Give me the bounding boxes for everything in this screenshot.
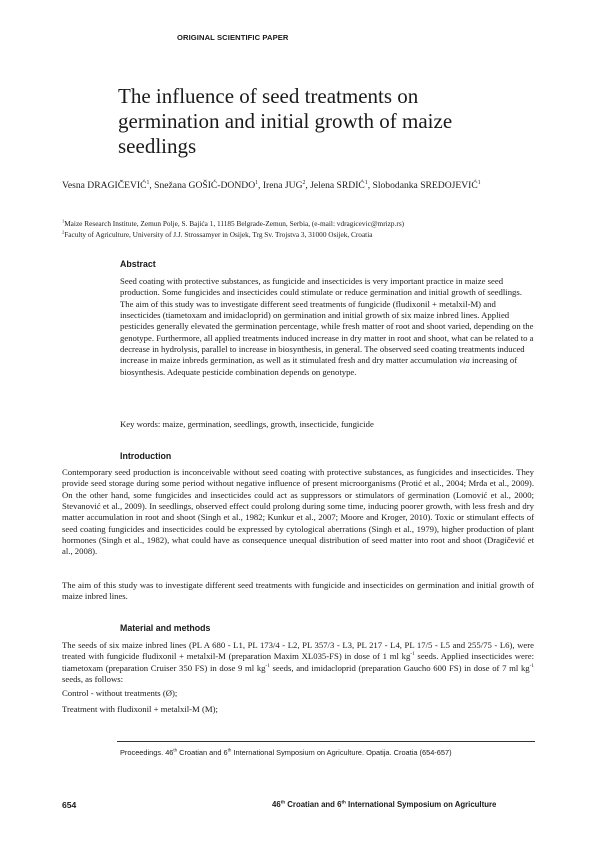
methods-text-part: seeds. Applied insecticides were: tiametoxam (preparation Cruiser 350 FS) in dose 9 ml kg (62, 651, 534, 673)
affiliation-text: Faculty of Agriculture, University of J.J. Strossamyer in Osijek, Trg Sv. Trojstva 3, 31000 Osijek, Croatia (64, 230, 373, 239)
abstract-heading: Abstract (120, 259, 156, 269)
methods-paragraph (62, 640, 534, 685)
introduction-heading: Introduction (120, 451, 172, 461)
author-name: , Irena JUG (258, 180, 303, 191)
affiliation-marker: 2 (62, 229, 65, 235)
ordinal-suffix: th (227, 747, 232, 753)
abstract-text (120, 276, 535, 378)
author-name: , Snežana GOŠIĆ-DONDO (149, 180, 256, 191)
unit-exponent: -1 (529, 662, 534, 669)
affiliation-marker: 1 (477, 179, 481, 186)
running-footer (272, 800, 496, 809)
ordinal-suffix: th (173, 747, 178, 753)
treatment-line: Control - without treatments (Ø); (62, 688, 178, 698)
citation-part: International Symposium on Agriculture. Opatija. Croatia (654-657) (231, 748, 452, 757)
ordinal-suffix: th (341, 799, 346, 805)
methods-text-part: seeds, as follows: (62, 674, 124, 685)
title-line: The influence of seed treatments on (118, 84, 419, 108)
abstract-text-part: increasing of biosynthesis. Adequate pesticide combination depends on genotype. (120, 355, 518, 377)
affiliation-marker: 2 (302, 179, 306, 186)
abstract-italic-word: via (459, 355, 470, 366)
affiliation-line (62, 229, 532, 240)
paper-title (118, 84, 518, 159)
keywords: Key words: maize, germination, seedlings, growth, insecticide, fungicide (120, 419, 374, 429)
citation-part: Croatian and 6 (177, 748, 228, 757)
footer-part: International Symposium on Agriculture (345, 800, 497, 809)
footer-part: Croatian and 6 (285, 800, 342, 809)
title-line: germination and initial growth of maize (118, 109, 453, 133)
affiliation-line (62, 218, 532, 229)
methods-text-part: seeds, and imidacloprid (preparation Gaucho 600 FS) in dose of 7 ml kg (269, 662, 530, 673)
affiliation-marker: 1 (364, 179, 368, 186)
footer-part: 46 (272, 800, 281, 809)
abstract-text-part: Seed coating with protective substances, as fungicide and insecticides is very important practice in maize seed production. Some fungicides and insecticides could stimulate or reduce germination and initial growth of seedlings. The aim of this study was to investigate different seed treatments of fungicide (fludixonil + metalxil-M) and insecticides (tiametoxam and imidacloprid) on germination and initial growth of six maize inbred lines. Applied pesticides generally elevated the germination percentage, while fresh matter of root and shoot varied, depending on the genotype. Furthermore, all applied treatments induced increase in dry matter in root and shoot, what can be related to a decrease in hydrolysis, parallel to increase in biosynthesis, in general. The observed seed coating treatments induced increase in maize inbreds germination, as well as it stimulated fresh and dry matter accumulation (120, 276, 534, 366)
author-name: , Slobodanka SREDOJEVIĆ (367, 180, 478, 191)
proceedings-citation (120, 748, 452, 757)
introduction-paragraph: Contemporary seed production is inconceivable without seed coating with protective substances, as fungicides and insecticides. They provide seed storage during some period without negative influence of present microorganisms (Protić et al., 2004; Mrđa et al., 2009). On the other hand, some fungicides and insecticides could act as suppressors or stimulators of germination (Lomović et al., 2000; Stevanović et al., 2009). In seedlings, observed effect could prolong during some time, inducing poorer growth, with less fresh and dry matter accumulation in root and shoot (Singh et al., 1982; Kunkur et al., 2007; Moore and Kroger, 2010). Toxic or stimulant effects of seed coating fungicides and insecticides could be expressed by cytological aberrations (Singh et al., 1979), higher production of plant hormones (Singh et al., 1982), what could have as consequence unequal distribution of seed matter into root and shoot (Dragičević et al., 2008). (62, 467, 534, 557)
footer-divider (117, 741, 535, 742)
title-line: seedlings (118, 134, 197, 158)
treatment-line: Treatment with fludixonil + metalxil-M (M); (62, 704, 218, 714)
author-name: , Jelena SRDIĆ (305, 180, 365, 191)
article-type-label: ORIGINAL SCIENTIFIC PAPER (177, 33, 289, 42)
citation-part: Proceedings. 46 (120, 748, 174, 757)
unit-exponent: -1 (265, 662, 270, 669)
affiliation-marker: 1 (255, 179, 259, 186)
ordinal-suffix: th (280, 799, 286, 805)
affiliations (62, 218, 532, 240)
page-number: 654 (62, 800, 77, 810)
author-name: Vesna DRAGIČEVIĆ (62, 180, 147, 191)
author-list (62, 179, 532, 193)
unit-exponent: -1 (410, 651, 415, 658)
affiliation-marker: 1 (62, 218, 65, 224)
affiliation-text: Maize Research Institute, Zemun Polje, S. Bajića 1, 11185 Belgrade-Zemun, Serbia, (e-mail: vdragicevic@mrizp.rs) (64, 219, 405, 228)
methods-heading: Material and methods (120, 623, 211, 633)
methods-text-part: The seeds of six maize inbred lines (PL A 680 - L1, PL 173/4 - L2, PL 357/3 - L3, PL 217 - L4, PL 17/5 - L5 and 255/75 - L6), were treated with fungicide fludixonil + metalxil-M (preparation Maxim XL035-FS) in dose of 1 ml kg (62, 640, 534, 662)
affiliation-marker: 1 (146, 179, 150, 186)
aim-paragraph: The aim of this study was to investigate different seed treatments with fungicide and insecticides on germination and initial growth of maize inbred lines. (62, 580, 534, 602)
